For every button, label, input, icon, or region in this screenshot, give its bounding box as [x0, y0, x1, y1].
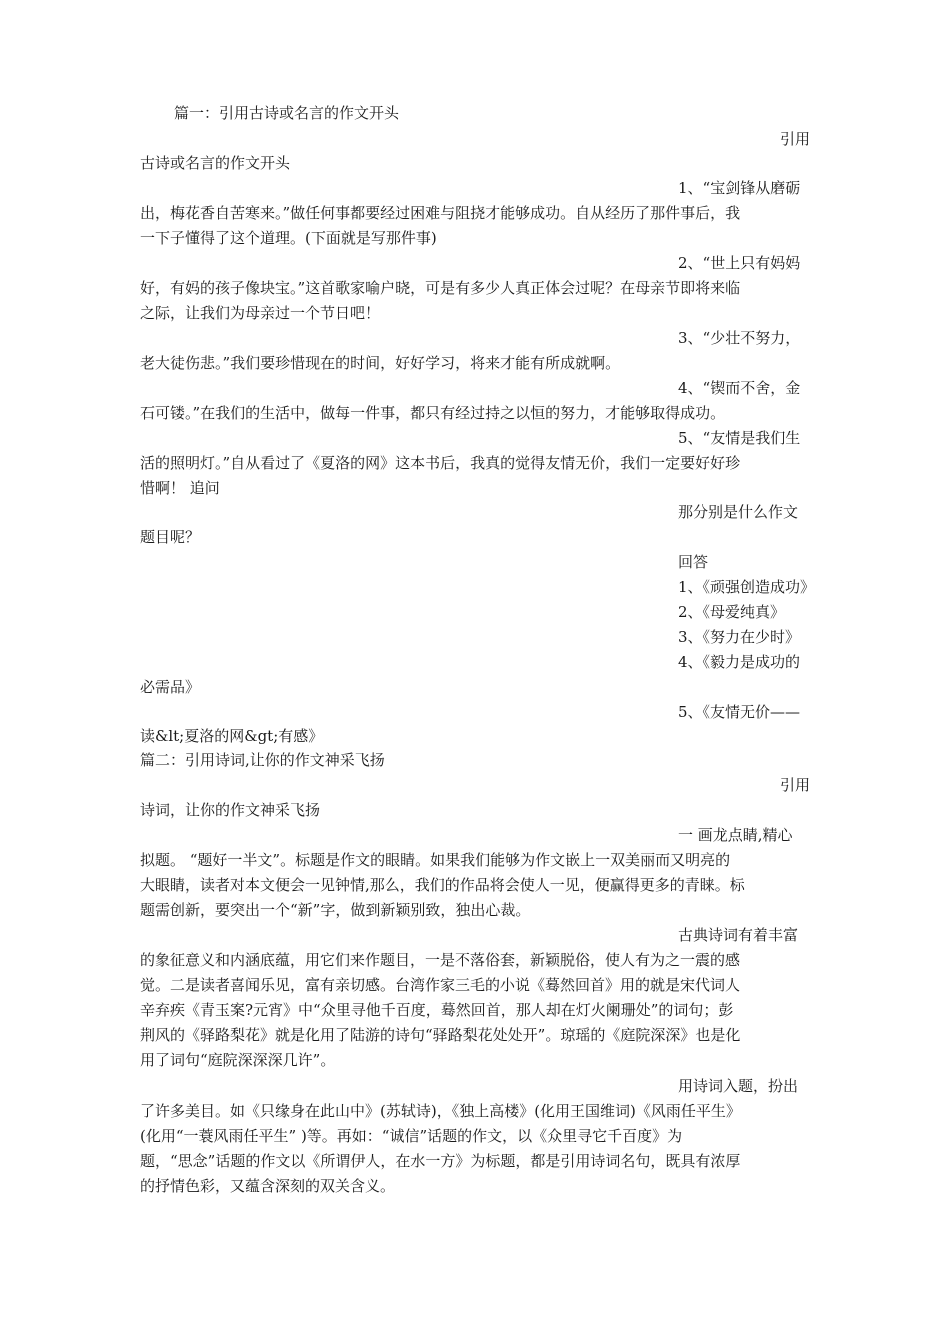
section-1-title-line-1: 引用: [779, 130, 810, 148]
para-2-line-2: 的象征意义和内涵底蕴，用它们来作题目，一是不落俗套，新颖脱俗，使人有为之一震的感: [140, 951, 741, 969]
para-1-line-4: 题需创新，要突出一个“新”字，做到新颖别致，独出心裁。: [140, 901, 531, 919]
para-2-line-6: 用了词句“庭院深深深几许”。: [140, 1051, 336, 1069]
para-1-line-2: 拟题。 “题好一半文”。标题是作文的眼睛。如果我们能够为作文嵌上一双美丽而又明亮的: [140, 851, 731, 869]
answer-item-5-line-1: 5、《友情无价——: [678, 703, 801, 721]
quote-1-line-2: 出，梅花香自苦寒来。”做任何事都要经过困难与阻挠才能够成功。自从经历了那件事后，我: [140, 204, 741, 222]
para-2-line-5: 荆风的《驿路梨花》就是化用了陆游的诗句“驿路梨花处处开”。琼瑶的《庭院深深》也是化: [140, 1026, 741, 1044]
para-2-line-4: 辛弃疾《青玉案?元宵》中“众里寻他千百度，蓦然回首，那人却在灯火阑珊处”的词句；彭: [140, 1001, 734, 1019]
follow-up-line-2: 题目呢？: [140, 528, 201, 546]
quote-2-line-1: 2、“世上只有妈妈: [678, 254, 801, 272]
section-1-heading: 篇一：引用古诗或名言的作文开头: [174, 104, 400, 122]
section-2-heading: 篇二：引用诗词,让你的作文神采飞扬: [140, 751, 385, 769]
follow-up-line-1: 那分别是什么作文: [678, 503, 799, 521]
para-3-line-2: 了许多美目。如《只缘身在此山中》(苏轼诗)，《独上高楼》(化用王国维词)《风雨任平生》: [140, 1102, 741, 1120]
quote-4-line-1: 4、“锲而不舍，金: [678, 379, 801, 397]
para-2-line-3: 觉。二是读者喜闻乐见，富有亲切感。台湾作家三毛的小说《蓦然回首》用的就是宋代词人: [140, 976, 741, 994]
para-3-line-5: 的抒情色彩，又蕴含深刻的双关含义。: [140, 1177, 396, 1195]
quote-5-line-2: 活的照明灯。”自从看过了《夏洛的网》这本书后，我真的觉得友情无价，我们一定要好好珍: [140, 454, 741, 472]
para-2-line-1: 古典诗词有着丰富: [678, 926, 799, 944]
para-1-line-1: 一 画龙点睛,精心: [678, 826, 793, 844]
para-3-line-1: 用诗词入题，扮出: [678, 1077, 799, 1095]
quote-4-line-2: 石可镂。”在我们的生活中，做每一件事，都只有经过持之以恒的努力，才能够取得成功。: [140, 404, 726, 422]
section-2-title-line-2: 诗词，让你的作文神采飞扬: [140, 801, 321, 819]
answer-item-3: 3、《努力在少时》: [678, 628, 801, 646]
quote-5-line-1: 5、“友情是我们生: [678, 429, 801, 447]
quote-1-line-1: 1、“宝剑锋从磨砺: [678, 179, 801, 197]
answer-item-4-line-2: 必需品》: [140, 678, 201, 696]
answer-label: 回答: [678, 553, 709, 571]
answer-item-5-line-2: 读&lt;夏洛的网&gt;有感》: [140, 727, 324, 745]
answer-item-2: 2、《母爱纯真》: [678, 603, 786, 621]
quote-5-line-3: 惜啊！ 追问: [140, 479, 220, 497]
quote-1-line-3: 一下子懂得了这个道理。(下面就是写那件事): [140, 229, 437, 247]
quote-2-line-2: 好，有妈的孩子像块宝。”这首歌家喻户晓，可是有多少人真正体会过呢？在母亲节即将来临: [140, 279, 741, 297]
section-2-title-line-1: 引用: [779, 776, 810, 794]
answer-item-4-line-1: 4、《毅力是成功的: [678, 653, 801, 671]
quote-2-line-3: 之际，让我们为母亲过一个节日吧！: [140, 304, 381, 322]
para-3-line-3: (化用“一蓑风雨任平生” )等。再如：“诚信”话题的作文，以《众里寻它千百度》为: [140, 1127, 683, 1145]
para-3-line-4: 题，“思念”话题的作文以《所谓伊人，在水一方》为标题，都是引用诗词名句，既具有浓厚: [140, 1152, 741, 1170]
para-1-line-3: 大眼睛，读者对本文便会一见钟情,那么，我们的作品将会使人一见，便赢得更多的青睐。标: [140, 876, 745, 894]
section-1-title-line-2: 古诗或名言的作文开头: [140, 154, 291, 172]
quote-3-line-2: 老大徒伤悲。”我们要珍惜现在的时间，好好学习，将来才能有所成就啊。: [140, 354, 621, 372]
answer-item-1: 1、《顽强创造成功》: [678, 578, 816, 596]
quote-3-line-1: 3、“少壮不努力，: [678, 329, 801, 347]
